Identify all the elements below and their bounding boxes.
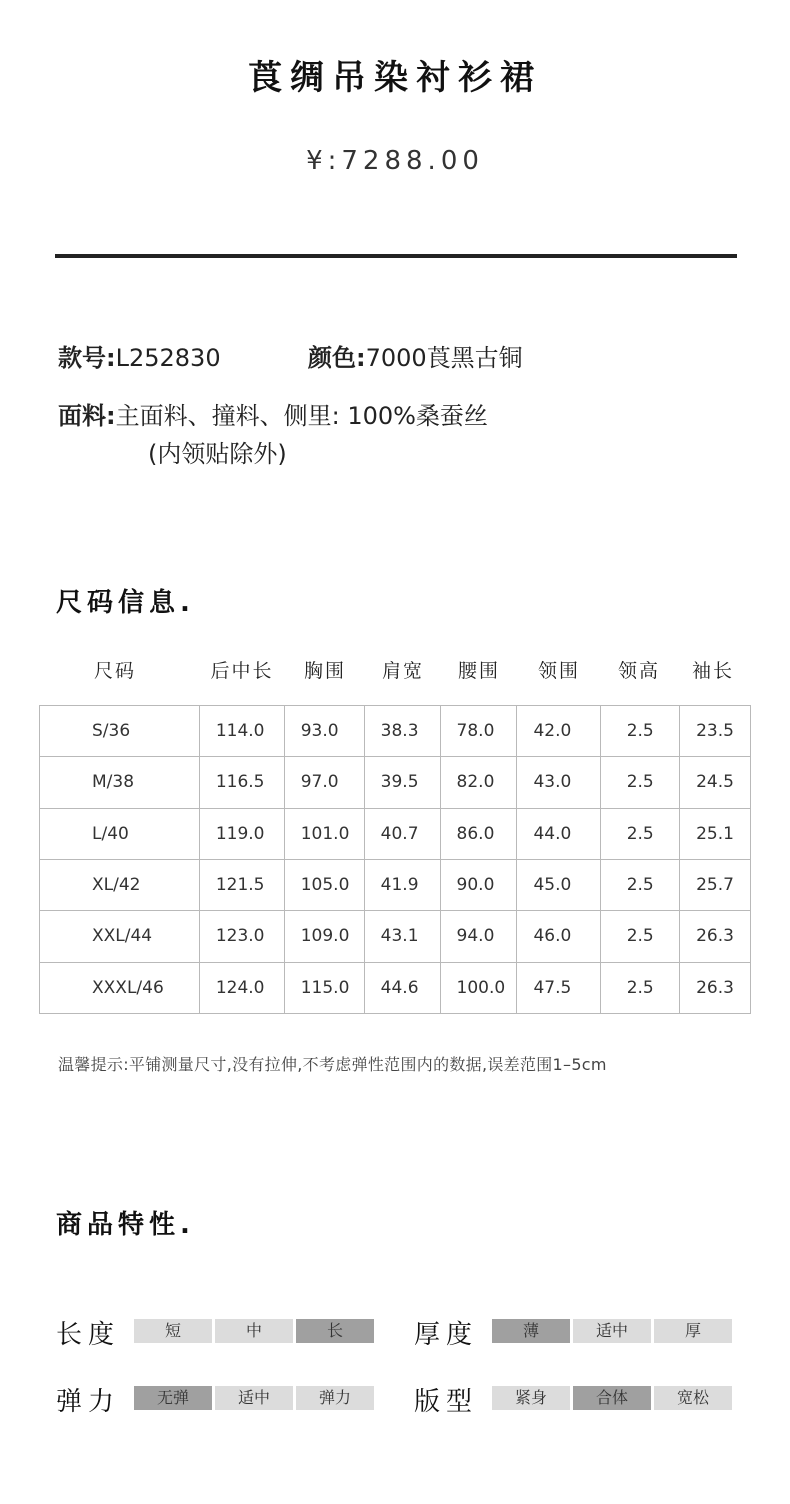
cell-neck: 46.0 bbox=[517, 911, 601, 962]
cell-shoulder: 43.1 bbox=[364, 911, 440, 962]
size-section-title: 尺码信息. bbox=[56, 588, 195, 618]
cell-bust: 93.0 bbox=[284, 706, 364, 757]
thickness-option-thick: 厚 bbox=[654, 1319, 732, 1343]
elasticity-label: 弹力 bbox=[56, 1387, 121, 1417]
color-label: 颜色: bbox=[308, 344, 366, 372]
cell-back-length: 121.5 bbox=[199, 859, 284, 910]
cell-shoulder: 40.7 bbox=[364, 808, 440, 859]
length-option-short: 短 bbox=[134, 1319, 212, 1343]
cell-collar-height: 2.5 bbox=[601, 911, 680, 962]
thickness-option-medium: 适中 bbox=[573, 1319, 651, 1343]
cell-waist: 100.0 bbox=[440, 962, 517, 1013]
cell-waist: 86.0 bbox=[440, 808, 517, 859]
cell-sleeve: 24.5 bbox=[680, 757, 751, 808]
header-neck: 领围 bbox=[537, 660, 580, 682]
cell-waist: 82.0 bbox=[440, 757, 517, 808]
cell-shoulder: 38.3 bbox=[364, 706, 440, 757]
cell-shoulder: 44.6 bbox=[364, 962, 440, 1013]
cell-sleeve: 25.7 bbox=[680, 859, 751, 910]
cell-collar-height: 2.5 bbox=[601, 859, 680, 910]
product-title: 莨绸吊染衬衫裙 bbox=[248, 58, 542, 98]
fabric-value: 主面料、撞料、侧里: 100%桑蚕丝 bbox=[115, 402, 488, 430]
table-row bbox=[40, 859, 751, 910]
header-back-length: 后中长 bbox=[210, 660, 274, 682]
fabric-label: 面料: bbox=[58, 402, 116, 430]
cell-back-length: 114.0 bbox=[199, 706, 284, 757]
cell-back-length: 123.0 bbox=[199, 911, 284, 962]
table-row bbox=[40, 962, 751, 1013]
style-number-label: 款号: bbox=[58, 344, 116, 372]
size-table bbox=[39, 705, 751, 1014]
cell-size: XXL/44 bbox=[40, 911, 200, 962]
header-collar-height: 领高 bbox=[617, 660, 660, 682]
header-waist: 腰围 bbox=[457, 660, 500, 682]
cell-shoulder: 39.5 bbox=[364, 757, 440, 808]
style-number-value: L252830 bbox=[115, 344, 221, 372]
cell-sleeve: 25.1 bbox=[680, 808, 751, 859]
cell-sleeve: 26.3 bbox=[680, 911, 751, 962]
cell-size: XL/42 bbox=[40, 859, 200, 910]
cell-collar-height: 2.5 bbox=[601, 757, 680, 808]
header-shoulder: 肩宽 bbox=[381, 660, 424, 682]
cell-bust: 105.0 bbox=[284, 859, 364, 910]
header-size: 尺码 bbox=[93, 660, 136, 682]
cell-neck: 42.0 bbox=[517, 706, 601, 757]
cell-neck: 44.0 bbox=[517, 808, 601, 859]
cell-bust: 101.0 bbox=[284, 808, 364, 859]
product-price: ¥:7288.00 bbox=[306, 146, 484, 176]
cell-back-length: 124.0 bbox=[199, 962, 284, 1013]
cell-sleeve: 26.3 bbox=[680, 962, 751, 1013]
style-number bbox=[58, 338, 221, 373]
elasticity-option-stretch: 弹力 bbox=[296, 1386, 374, 1410]
divider-line bbox=[55, 254, 737, 258]
color-value: 7000莨黑古铜 bbox=[365, 344, 523, 372]
length-option-medium: 中 bbox=[215, 1319, 293, 1343]
cell-collar-height: 2.5 bbox=[601, 808, 680, 859]
cell-size: L/40 bbox=[40, 808, 200, 859]
cell-neck: 43.0 bbox=[517, 757, 601, 808]
cell-waist: 78.0 bbox=[440, 706, 517, 757]
fit-option-tight: 紧身 bbox=[492, 1386, 570, 1410]
cell-size: M/38 bbox=[40, 757, 200, 808]
color-info bbox=[308, 338, 523, 373]
length-option-long: 长 bbox=[296, 1319, 374, 1343]
cell-back-length: 116.5 bbox=[199, 757, 284, 808]
cell-size: XXXL/46 bbox=[40, 962, 200, 1013]
fit-option-regular: 合体 bbox=[573, 1386, 651, 1410]
cell-collar-height: 2.5 bbox=[601, 962, 680, 1013]
cell-collar-height: 2.5 bbox=[601, 706, 680, 757]
cell-shoulder: 41.9 bbox=[364, 859, 440, 910]
thickness-label: 厚度 bbox=[414, 1320, 479, 1350]
length-label: 长度 bbox=[56, 1320, 121, 1350]
features-section-title: 商品特性. bbox=[56, 1210, 195, 1240]
fit-option-loose: 宽松 bbox=[654, 1386, 732, 1410]
cell-neck: 47.5 bbox=[517, 962, 601, 1013]
thickness-option-thin: 薄 bbox=[492, 1319, 570, 1343]
table-row bbox=[40, 808, 751, 859]
fit-label: 版型 bbox=[414, 1387, 479, 1417]
fabric-info bbox=[58, 396, 488, 431]
table-row bbox=[40, 706, 751, 757]
cell-sleeve: 23.5 bbox=[680, 706, 751, 757]
table-row bbox=[40, 757, 751, 808]
cell-bust: 97.0 bbox=[284, 757, 364, 808]
header-bust: 胸围 bbox=[303, 660, 346, 682]
cell-size: S/36 bbox=[40, 706, 200, 757]
elasticity-option-none: 无弹 bbox=[134, 1386, 212, 1410]
measurement-tip: 温馨提示:平铺测量尺寸,没有拉伸,不考虑弹性范围内的数据,误差范围1–5cm bbox=[58, 1055, 607, 1074]
elasticity-option-medium: 适中 bbox=[215, 1386, 293, 1410]
table-row bbox=[40, 911, 751, 962]
header-sleeve: 袖长 bbox=[691, 660, 734, 682]
cell-bust: 115.0 bbox=[284, 962, 364, 1013]
cell-waist: 90.0 bbox=[440, 859, 517, 910]
cell-bust: 109.0 bbox=[284, 911, 364, 962]
cell-back-length: 119.0 bbox=[199, 808, 284, 859]
cell-neck: 45.0 bbox=[517, 859, 601, 910]
fabric-note: (内领贴除外) bbox=[148, 440, 287, 468]
cell-waist: 94.0 bbox=[440, 911, 517, 962]
